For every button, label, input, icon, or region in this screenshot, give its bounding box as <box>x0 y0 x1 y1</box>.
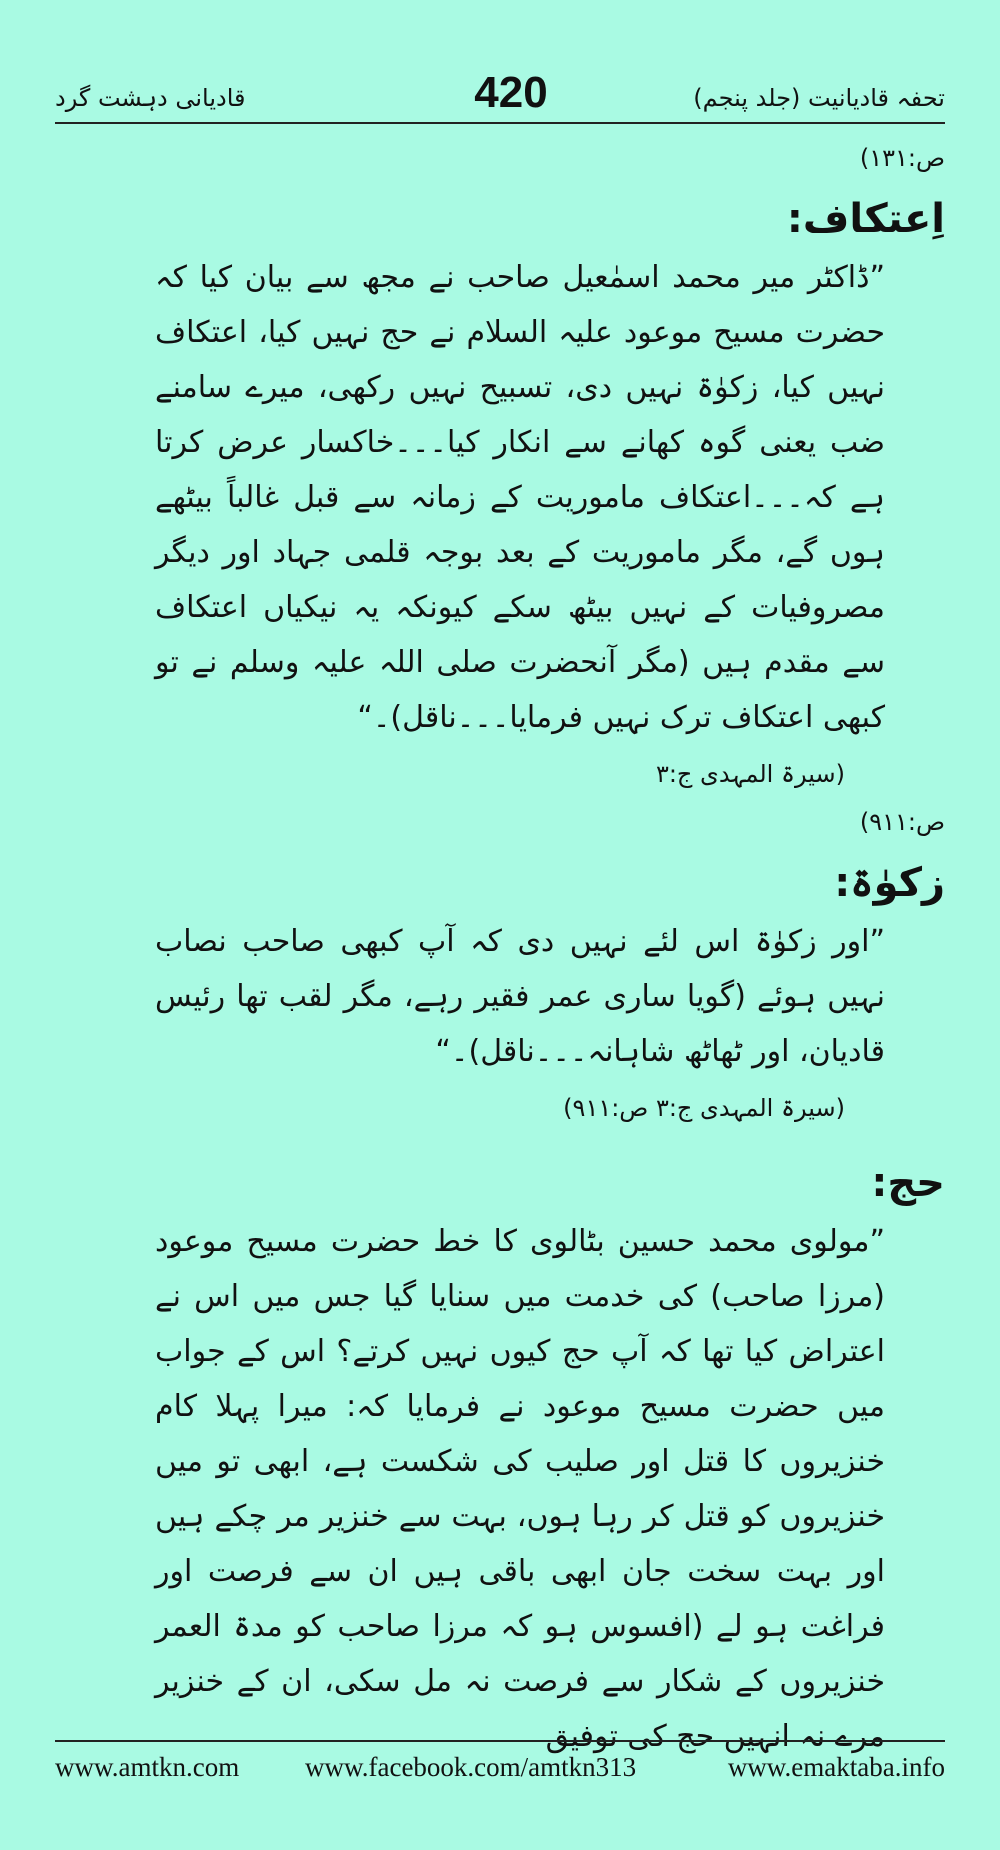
footer-link-amtkn[interactable]: www.amtkn.com <box>55 1752 240 1782</box>
citation: (سیرۃ المہدی ج:۳ <box>655 760 845 788</box>
page-content <box>55 140 945 1754</box>
quote-paragraph: ”اور زکوٰۃ اس لئے نہیں دی کہ آپ کبھی صاحب نصاب نہیں ہوئے (گویا ساری عمر فقیر رہے، مگر لقب تھا رئیس قادیان، اور ٹھاٹھ شاہانہ۔۔۔ناقل)۔“ <box>155 924 885 1069</box>
citation-row <box>155 745 885 802</box>
reference-line: ص:۱۳۱) <box>859 144 945 172</box>
footer-link-emaktaba[interactable]: www.emaktaba.info <box>727 1752 945 1782</box>
section-heading-zakat: زکوٰۃ: <box>834 860 945 906</box>
reference-line: ص:۹۱۱) <box>859 808 945 836</box>
page-header <box>55 60 945 124</box>
citation-row <box>155 1079 885 1136</box>
page-footer <box>55 1740 945 1792</box>
footer-link-facebook[interactable]: www.facebook.com/amtkn313 <box>305 1752 637 1782</box>
section-heading-hajj: حج: <box>871 1160 945 1206</box>
section-heading-itikaf: اِعتکاف: <box>786 196 945 242</box>
page-number: 420 <box>474 68 548 117</box>
header-right-title: تحفہ قادیانیت (جلد پنجم) <box>693 84 945 112</box>
quote-paragraph: ”ڈاکٹر میر محمد اسمٰعیل صاحب نے مجھ سے بیان کیا کہ حضرت مسیح موعود علیہ السلام نے حج نہیں کیا، اعتکاف نہیں کیا، زکوٰۃ نہیں دی، تسبیح نہیں رکھی، میرے سامنے ضب یعنی گوہ کھانے سے انکار کیا۔۔۔خاکسار عرض کرتا ہے کہ۔۔۔اعتکاف ماموریت کے زمانہ سے قبل غالباً بیٹھے ہوں گے، مگر ماموریت کے بعد بوجہ قلمی جہاد اور دیگر مصروفیات کے نہیں بیٹھ سکے کیونکہ یہ نیکیاں اعتکاف سے مقدم ہیں (مگر آنحضرت صلی اللہ علیہ وسلم نے تو کبھی اعتکاف ترک نہیں فرمایا۔۔۔ناقل)۔“ <box>155 260 885 735</box>
quote-paragraph: ”مولوی محمد حسین بٹالوی کا خط حضرت مسیح موعود (مرزا صاحب) کی خدمت میں سنایا گیا جس میں اس نے اعتراض کیا تھا کہ آپ حج کیوں نہیں کرتے؟ اس کے جواب میں حضرت مسیح موعود نے فرمایا کہ: میرا پہلا کام خنزیروں کا قتل اور صلیب کی شکست ہے، ابھی تو میں خنزیروں کو قتل کر رہا ہوں، بہت سے خنزیر مر چکے ہیں اور بہت سخت جان ابھی باقی ہیں ان سے فرصت اور فراغت ہو لے (افسوس ہو کہ مرزا صاحب کو مدۃ العمر خنزیروں کے شکار سے فرصت نہ مل سکی، ان کے خنزیر مرے نہ انہیں حج کی توفیق <box>155 1224 885 1754</box>
citation: (سیرۃ المہدی ج:۳ ص:۹۱۱) <box>563 1094 845 1122</box>
header-left-title: قادیانی دہشت گرد <box>55 84 246 112</box>
